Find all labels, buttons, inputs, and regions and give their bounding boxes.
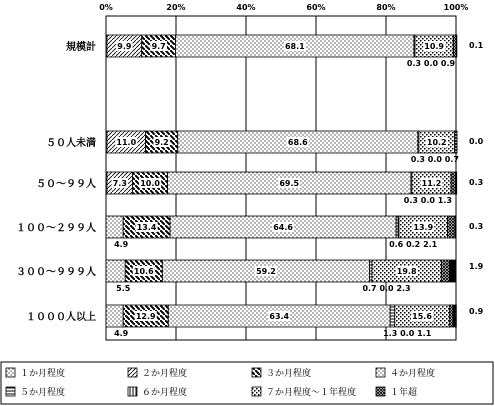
legend [6, 367, 435, 398]
category-label: ５０人未満 [46, 138, 96, 149]
x-tick-label: 80% [376, 3, 396, 12]
legend-label: １年超 [390, 388, 418, 398]
x-tick-label: 40% [236, 3, 256, 12]
bar-segment [455, 131, 457, 153]
value-label-below: 2.1 [423, 240, 438, 249]
value-label: 9.7 [151, 42, 166, 51]
value-label-below: 4.9 [114, 329, 129, 338]
bar-segment [449, 305, 453, 327]
bar-segment [453, 35, 456, 57]
legend-swatch [6, 387, 15, 396]
category-label: １００～２９９人 [16, 223, 96, 234]
value-label-below: 0.7 [444, 155, 459, 164]
bar-segment [455, 216, 456, 238]
category-label: ３００～９９９人 [16, 267, 96, 278]
value-label: 10.6 [133, 267, 154, 276]
value-label-below: 1.1 [417, 329, 432, 338]
value-label-below: 1.3 [437, 196, 452, 205]
value-label: 13.9 [413, 223, 434, 232]
bar-segment [106, 260, 125, 282]
value-label: 10.2 [426, 138, 447, 147]
value-label-right: 1.9 [469, 262, 484, 271]
value-label-below: 0.2 [406, 240, 421, 249]
bar-segment [453, 305, 456, 327]
value-label-below: 0.3 [410, 155, 425, 164]
x-axis-ticks [99, 3, 468, 12]
category-label: 規模計 [66, 42, 96, 53]
value-label: 12.9 [135, 312, 156, 321]
value-label: 7.3 [112, 179, 127, 188]
legend-swatch [6, 368, 15, 377]
value-label: 69.5 [279, 179, 300, 188]
bar-segment [449, 260, 456, 282]
value-label: 68.6 [287, 138, 308, 147]
value-label: 64.6 [273, 223, 293, 232]
category-label: １０００人以上 [26, 312, 96, 323]
bar-segment [448, 216, 455, 238]
x-tick-label: 60% [306, 3, 326, 12]
x-tick-label: 20% [166, 3, 186, 12]
value-label: 11.2 [421, 179, 442, 188]
value-label-below: 0.6 [389, 240, 404, 249]
bar-segment [441, 260, 449, 282]
legend-swatch [128, 368, 137, 377]
value-label-below: 0.3 [406, 59, 422, 68]
value-label: 9.2 [154, 138, 169, 147]
value-label-right: 0.3 [469, 178, 484, 187]
value-label: 9.9 [117, 42, 132, 51]
legend-label: １か月程度 [20, 369, 66, 379]
legend-swatch [128, 387, 137, 396]
value-label: 63.4 [269, 312, 290, 321]
value-label-below: 0.0 [427, 155, 442, 164]
bar-segment [456, 35, 457, 57]
value-label-below: 0.0 [420, 196, 435, 205]
value-label-below: 0.9 [440, 59, 456, 68]
legend-label: ６か月程度 [142, 388, 188, 398]
value-label-right: 0.1 [469, 41, 484, 50]
category-labels [16, 40, 96, 323]
legend-swatch [376, 368, 385, 377]
value-label: 10.9 [424, 42, 444, 51]
x-tick-label: 100% [443, 3, 469, 12]
legend-label: ７か月程度～１年程度 [266, 388, 357, 398]
value-label-below: 4.9 [114, 240, 129, 249]
value-label-right: 0.0 [469, 137, 484, 146]
value-label-below: 2.3 [396, 284, 411, 293]
value-label-below: 0.3 [403, 196, 418, 205]
legend-label: ３か月程度 [266, 369, 312, 379]
legend-label: ２か月程度 [142, 369, 188, 379]
legend-label: ４か月程度 [390, 369, 436, 379]
value-label-below: 0.0 [379, 284, 394, 293]
value-label: 11.0 [116, 138, 137, 147]
value-label: 19.8 [396, 267, 417, 276]
category-label: ５０～９９人 [36, 179, 96, 190]
value-label: 10.0 [140, 179, 160, 188]
value-label-below: 0.0 [423, 59, 439, 68]
value-label-right: 0.3 [469, 222, 484, 231]
value-label: 13.4 [136, 223, 157, 232]
legend-swatch [252, 387, 261, 396]
legend-swatch [252, 368, 261, 377]
bar-segment [451, 172, 456, 194]
legend-label: ５か月程度 [20, 388, 66, 398]
value-label-right: 0.9 [469, 307, 484, 316]
value-label-below: 0.0 [400, 329, 415, 338]
value-label-below: 1.3 [383, 329, 398, 338]
value-label: 68.1 [284, 42, 305, 51]
bar-segment [106, 305, 123, 327]
x-tick-label: 0% [99, 3, 113, 12]
value-label: 15.6 [412, 312, 432, 321]
value-label-below: 5.5 [116, 284, 131, 293]
value-label-below: 0.7 [362, 284, 377, 293]
value-label: 59.2 [256, 267, 276, 276]
bar-segment [390, 305, 395, 327]
bar-segment [106, 216, 123, 238]
bar-segment [456, 172, 457, 194]
legend-swatch [376, 387, 385, 396]
